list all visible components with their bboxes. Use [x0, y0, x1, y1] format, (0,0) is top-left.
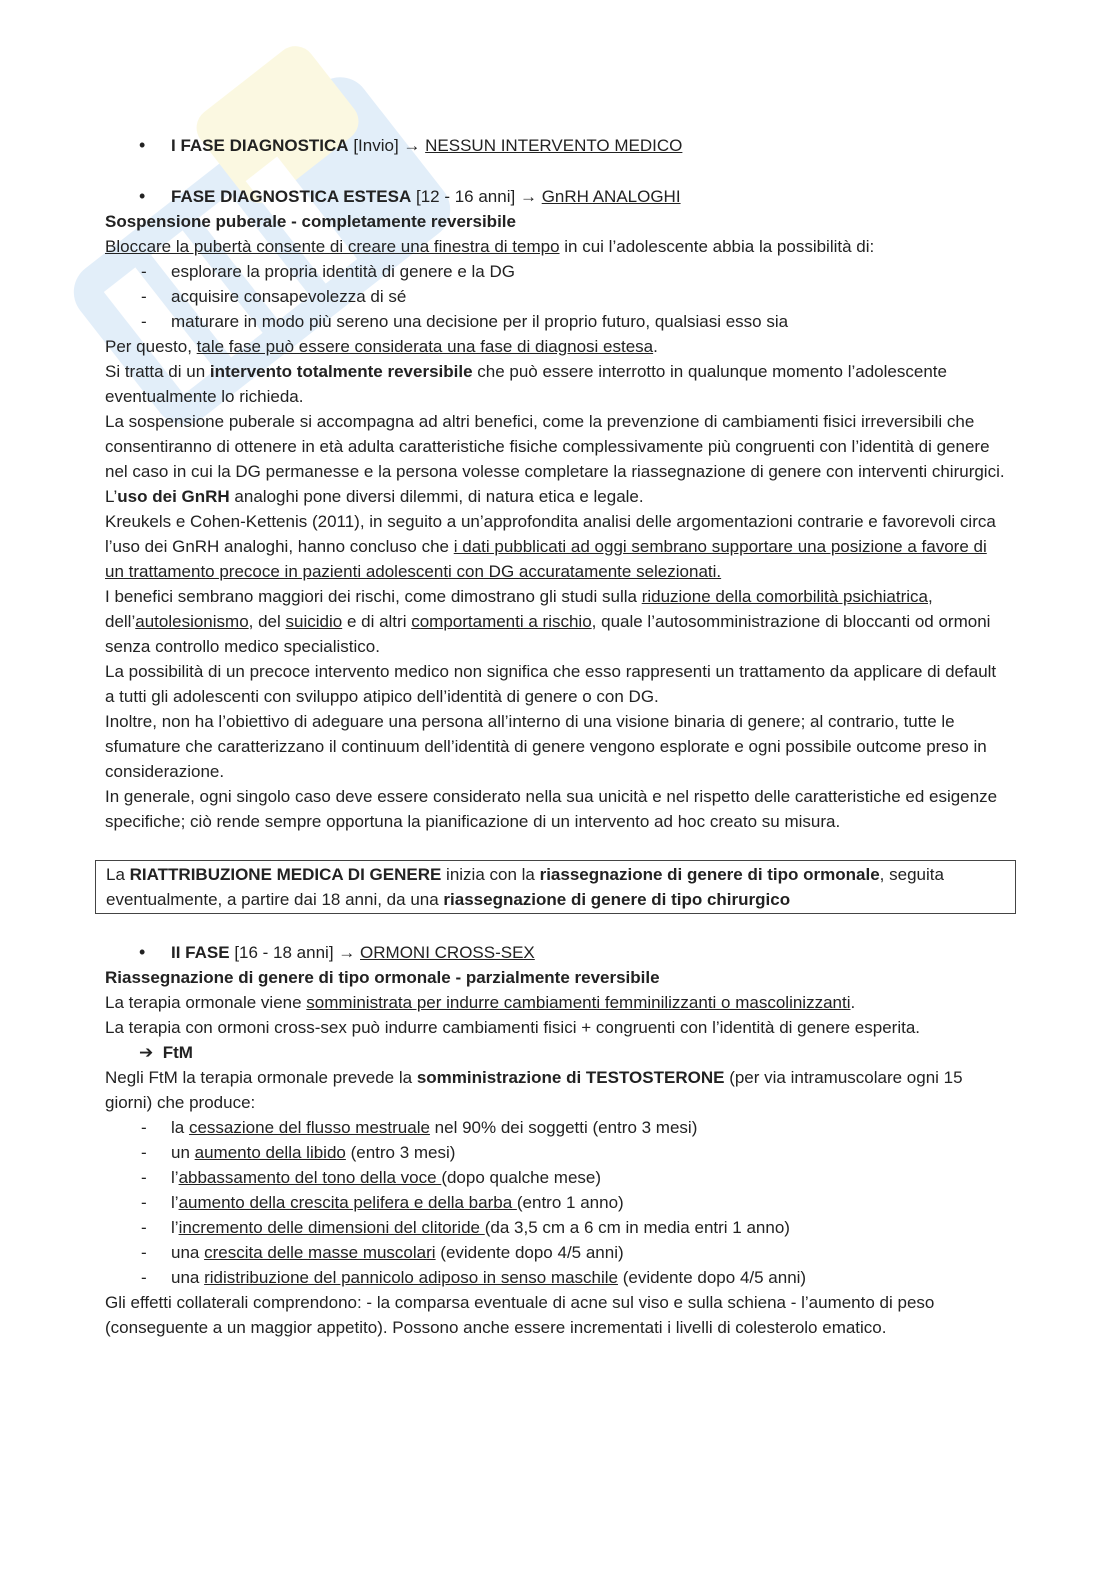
section-title: II FASE [171, 943, 230, 962]
list-item: - una ridistribuzione del pannicolo adiposo in senso maschile (evidente dopo 4/5 anni) [105, 1265, 1010, 1290]
section-meta: [16 - 18 anni] [234, 943, 334, 962]
section-fase-2 [105, 940, 1010, 965]
paragraph-tratta: Si tratta di un intervento totalmente reversibile che può essere interrotto in qualunque momento l’adolescente eventualmente lo richieda. [105, 362, 947, 406]
section-target: NESSUN INTERVENTO MEDICO [425, 136, 683, 155]
paragraph-terapia: La terapia ormonale viene somministrata per indurre cambiamenti femminilizzanti o mascolinizzanti. [105, 993, 856, 1012]
ftm-heading: ➔ FtM [139, 1043, 193, 1062]
list-item: - una crescita delle masse muscolari (evidente dopo 4/5 anni) [105, 1240, 1010, 1265]
paragraph-blocco: Bloccare la pubertà consente di creare una finestra di tempo in cui l’adolescente abbia la possibilità di: [105, 237, 875, 256]
paragraph-sospensione: La sospensione puberale si accompagna ad altri benefici, come la prevenzione di cambiamenti fisici irreversibili che consentiranno di ottenere in età adulta caratteristiche fisiche complessivamente più congruenti con l’identità di genere nel caso in cui la DG permanesse e la persona volesse completare la riassegnazione di genere con interventi chirurgici. [105, 412, 1005, 481]
section-target: GnRH ANALOGHI [541, 187, 681, 206]
paragraph-kreukels: Kreukels e Cohen-Kettenis (2011), in seguito a un’approfondita analisi delle argomentazioni contrarie e favorevoli circa l’uso dei GnRH analoghi, hanno concluso che i dati pubblicati ad oggi sembrano supportare una posizione a favore di un trattamento precoce in pazienti adolescenti con DG accuratamente selezionati. [105, 512, 996, 581]
list-item: - l’aumento della crescita pelifera e della barba (entro 1 anno) [105, 1190, 1010, 1215]
paragraph-questo: Per questo, tale fase può essere considerata una fase di diagnosi estesa. [105, 337, 658, 356]
paragraph-cross-sex: La terapia con ormoni cross-sex può indurre cambiamenti fisici + congruenti con l’identità di genere esperita. [105, 1018, 921, 1037]
subheading-sospensione: Sospensione puberale - completamente reversibile [105, 212, 516, 231]
list-item: - esplorare la propria identità di genere e la DG [105, 259, 1010, 284]
paragraph-generale: In generale, ogni singolo caso deve essere considerato nella sua unicità e nel rispetto delle caratteristiche ed esigenze specifiche; ciò rende sempre opportuna la pianificazione di un intervento ad hoc creato su misura. [105, 787, 998, 831]
section-target: ORMONI CROSS-SEX [360, 943, 535, 962]
paragraph-ftm: Negli FtM la terapia ormonale prevede la somministrazione di TESTOSTERONE (per via intramuscolare ogni 15 giorni) che produce: [105, 1068, 963, 1112]
paragraph-uso: L’uso dei GnRH analoghi pone diversi dilemmi, di natura etica e legale. [105, 487, 644, 506]
paragraph-effetti: Gli effetti collaterali comprendono: - la comparsa eventuale di acne sul viso e sulla schiena - l’aumento di peso (conseguente a un maggior appetito). Possono anche essere incrementati i livelli di colesterolo ematico. [105, 1293, 935, 1337]
arrow-icon: → [338, 943, 356, 962]
section-title: FASE DIAGNOSTICA ESTESA [171, 187, 412, 206]
arrow-icon: → [403, 136, 421, 155]
section-meta: [12 - 16 anni] [415, 187, 516, 206]
highlight-box: La RIATTRIBUZIONE MEDICA DI GENERE inizia con la riassegnazione di genere di tipo ormonale, seguita eventualmente, a partire dai 18 anni, da una riassegnazione di genere di tipo chirurgico [95, 860, 1016, 914]
list-item: - la cessazione del flusso mestruale nel 90% dei soggetti (entro 3 mesi) [105, 1115, 1010, 1140]
section-fase-1 [105, 133, 1010, 158]
bold-arrow-icon: ➔ [139, 1043, 154, 1062]
list-item: - l’incremento delle dimensioni del clitoride (da 3,5 cm a 6 cm in media entri 1 anno) [105, 1215, 1010, 1240]
subheading-riassegnazione: Riassegnazione di genere di tipo ormonale - parzialmente reversibile [105, 968, 660, 987]
list-item: - acquisire consapevolezza di sé [105, 284, 1010, 309]
document-page [105, 133, 1010, 1340]
arrow-icon: → [519, 187, 537, 206]
paragraph-benefici: I benefici sembrano maggiori dei rischi, come dimostrano gli studi sulla riduzione della comorbilità psichiatrica, dell’autolesionismo, del suicidio e di altri comportamenti a rischio, quale l’autosomministrazione di bloccanti od ormoni senza controllo medico specialistico. [105, 587, 991, 656]
section-title: I FASE DIAGNOSTICA [171, 136, 349, 155]
paragraph-possibilita: La possibilità di un precoce intervento medico non significa che esso rappresenti un trattamento da applicare di default a tutti gli adolescenti con sviluppo atipico dell’identità di genere o con DG. [105, 662, 997, 706]
section-fase-estesa [105, 184, 1010, 209]
list-item: - un aumento della libido (entro 3 mesi) [105, 1140, 1010, 1165]
paragraph-inoltre: Inoltre, non ha l’obiettivo di adeguare una persona all’interno di una visione binaria di genere; al contrario, tutte le sfumature che caratterizzano il continuum dell’identità di genere vengono esplorate e ogni possibile outcome preso in considerazione. [105, 712, 987, 781]
list-item: - l’abbassamento del tono della voce (dopo qualche mese) [105, 1165, 1010, 1190]
section-meta: [Invio] [353, 136, 399, 155]
list-item: - maturare in modo più sereno una decisione per il proprio futuro, qualsiasi esso sia [105, 309, 1010, 334]
